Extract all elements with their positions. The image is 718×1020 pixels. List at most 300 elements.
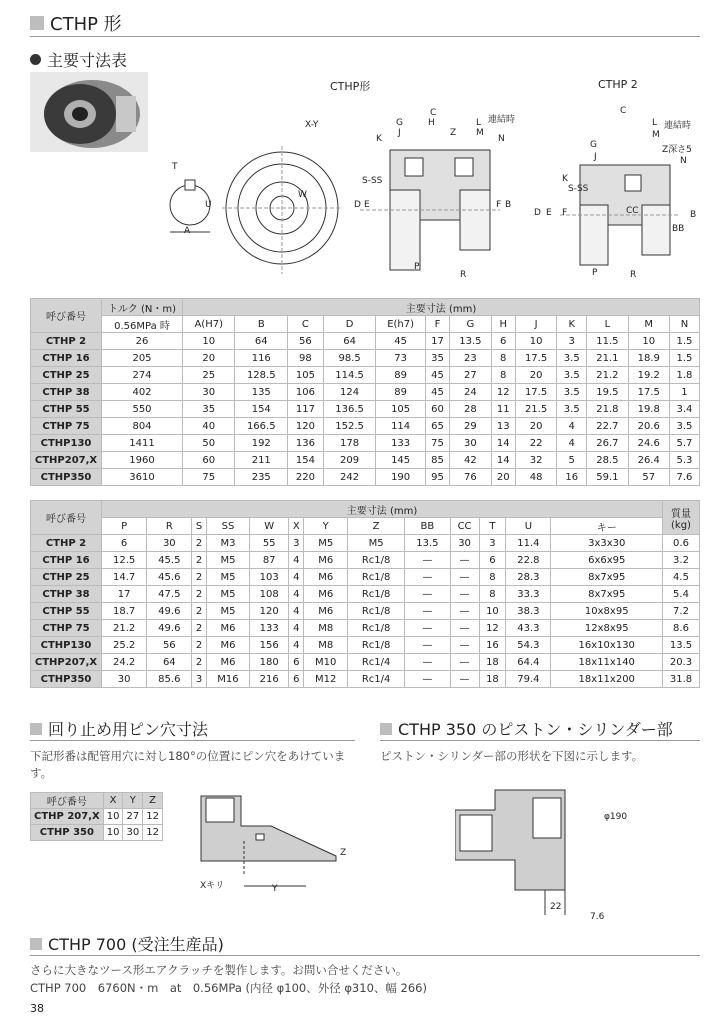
table-cell: —	[405, 586, 450, 603]
table-cell: 19.8	[628, 401, 669, 418]
table-cell: 216	[250, 671, 289, 688]
table-row	[31, 401, 700, 418]
table-cell: 75	[425, 435, 449, 452]
t2-dims-header: 主要寸法 (mm)	[102, 501, 663, 518]
table-cell: 73	[376, 350, 425, 367]
table-cell: 3610	[102, 469, 183, 486]
t1-name-header: 呼び番号	[31, 299, 102, 333]
cthp700-text-1: さらに大きなツース形エアクラッチを製作します。お問い合せください。	[30, 963, 408, 977]
table-cell: 5	[557, 452, 587, 469]
t2-col-header: P	[102, 518, 147, 535]
table-cell: 59.1	[587, 469, 628, 486]
table-cell: 45.5	[147, 552, 192, 569]
table-cell: 16	[557, 469, 587, 486]
row-name-cell: CTHP130	[31, 435, 102, 452]
table-cell: 13.5	[450, 333, 491, 350]
label-l-1: L	[476, 118, 482, 128]
row-name-cell: CTHP 38	[31, 586, 102, 603]
pin-col-header: Y	[123, 793, 143, 809]
table-cell: 8	[491, 367, 515, 384]
table-cell: 45	[425, 367, 449, 384]
table-cell: 3x3x30	[551, 535, 663, 552]
table-cell: 13.5	[663, 637, 700, 654]
table-row	[31, 367, 700, 384]
table-cell: 4	[557, 435, 587, 452]
table-cell: 10	[103, 825, 123, 841]
table-row	[31, 552, 700, 569]
table-cell: 8.6	[663, 620, 700, 637]
label-xy: X-Y	[305, 120, 319, 130]
table-cell: 4	[289, 603, 304, 620]
table-cell: 12	[143, 825, 163, 841]
table-cell: M8	[304, 620, 347, 637]
table-cell: 32	[515, 452, 556, 469]
cthp-diagram-title: CTHP形	[330, 80, 371, 93]
table-cell: 30	[183, 384, 235, 401]
table-cell: 21.2	[587, 367, 628, 384]
row-name-cell: CTHP350	[31, 671, 102, 688]
table-cell: 89	[376, 367, 425, 384]
table-cell: 8	[479, 586, 506, 603]
label-c-2: C	[620, 106, 627, 116]
table-cell: 45	[376, 333, 425, 350]
table-row	[31, 350, 700, 367]
table-cell: 85	[425, 452, 449, 469]
table-cell: 30	[147, 535, 192, 552]
table-cell: 24.6	[628, 435, 669, 452]
page-number: 38	[30, 1002, 44, 1015]
label-engaged-2: 連結時	[664, 121, 692, 131]
pin-section-text: 下記形番は配管用穴に対し180°の位置にピン穴をあけています。	[30, 749, 346, 780]
label-z-1: Z	[450, 128, 457, 138]
label-bb: BB	[672, 224, 685, 234]
table-cell: 18	[479, 671, 506, 688]
table-cell: 6	[479, 552, 506, 569]
label-n-1: N	[498, 134, 505, 144]
row-name-cell: CTHP350	[31, 469, 102, 486]
table-row	[31, 637, 700, 654]
table-cell: 18x11x200	[551, 671, 663, 688]
table-cell: 54.3	[506, 637, 551, 654]
table-cell: 33.3	[506, 586, 551, 603]
table-cell: 43.3	[506, 620, 551, 637]
t2-mass-unit: (kg)	[671, 519, 691, 531]
row-name-cell: CTHP207,X	[31, 654, 102, 671]
table-cell: 57	[628, 469, 669, 486]
table-cell: 64	[235, 333, 288, 350]
label-f-1: F	[496, 200, 502, 210]
table-row	[31, 603, 700, 620]
row-name-cell: CTHP207,X	[31, 452, 102, 469]
table-cell: 154	[288, 452, 324, 469]
label-j-2: J	[594, 152, 597, 162]
cthp700-text-2: CTHP 700 6760N・m at 0.56MPa (内径 φ100、外径 φ310、幅 266)	[30, 981, 427, 995]
table-cell: 25	[183, 367, 235, 384]
table-cell: 3	[479, 535, 506, 552]
table-row	[31, 825, 163, 841]
square-bullet-icon	[30, 16, 44, 30]
table-cell: 28.3	[506, 569, 551, 586]
t2-col-header: キー	[551, 518, 663, 535]
cthp700-section-label: CTHP 700 (受注生産品)	[48, 935, 224, 954]
table-cell: 4	[289, 569, 304, 586]
row-name-cell: CTHP 2	[31, 333, 102, 350]
table-cell: M3	[206, 535, 249, 552]
main-section-title	[30, 48, 127, 71]
label-z-depth: Z深さ5	[662, 145, 692, 155]
table-cell: 116	[235, 350, 288, 367]
table-cell: 180	[250, 654, 289, 671]
table-cell: —	[405, 637, 450, 654]
table-cell: 30	[102, 671, 147, 688]
table-cell: 47.5	[147, 586, 192, 603]
table-cell: 120	[288, 418, 324, 435]
table-cell: 11.4	[506, 535, 551, 552]
label-l-2: L	[652, 118, 658, 128]
table-cell: 18.7	[102, 603, 147, 620]
table-cell: 13	[491, 418, 515, 435]
table-cell: 20	[491, 469, 515, 486]
t1-col-header: M	[628, 316, 669, 333]
table-cell: 25.2	[102, 637, 147, 654]
table-cell: 8x7x95	[551, 569, 663, 586]
row-name-cell: CTHP 38	[31, 384, 102, 401]
table-cell: 22.8	[506, 552, 551, 569]
table-cell: 20.6	[628, 418, 669, 435]
table-cell: 2	[192, 654, 206, 671]
table-cell: 242	[323, 469, 376, 486]
table-cell: 26.7	[587, 435, 628, 452]
table-cell: 17.5	[515, 384, 556, 401]
table-cell: 6	[289, 671, 304, 688]
table-cell: 56	[147, 637, 192, 654]
table-cell: 4	[557, 418, 587, 435]
dimension-table-1	[30, 298, 700, 486]
table-cell: 402	[102, 384, 183, 401]
table-cell: 136.5	[323, 401, 376, 418]
label-c-1: C	[430, 108, 437, 118]
table-cell: M6	[304, 569, 347, 586]
label-p-1: P	[414, 262, 420, 272]
table-cell: 85.6	[147, 671, 192, 688]
table-cell: M6	[206, 637, 249, 654]
label-f-2: F	[562, 208, 568, 218]
label-dim-76: 7.6	[590, 912, 605, 922]
table-cell: —	[405, 603, 450, 620]
table-row	[31, 435, 700, 452]
main-section-label: 主要寸法表	[47, 51, 128, 70]
label-g-2: G	[590, 140, 597, 150]
table-cell: 28	[450, 401, 491, 418]
row-name-cell: CTHP 16	[31, 350, 102, 367]
table-cell: 56	[288, 333, 324, 350]
table-cell: 133	[250, 620, 289, 637]
table-cell: 178	[323, 435, 376, 452]
label-drill: Xキリ	[200, 881, 225, 891]
table-cell: 103	[250, 569, 289, 586]
table-cell: 10	[515, 333, 556, 350]
table-cell: 18	[479, 654, 506, 671]
table-cell: 21.5	[515, 401, 556, 418]
table-cell: 804	[102, 418, 183, 435]
table-cell: 30	[123, 825, 143, 841]
table-cell: 550	[102, 401, 183, 418]
table-cell: 24	[450, 384, 491, 401]
t1-col-header: N	[669, 316, 699, 333]
t1-col-header: C	[288, 316, 324, 333]
table-cell: 60	[425, 401, 449, 418]
table-cell: M5	[304, 535, 347, 552]
table-cell: 4	[289, 637, 304, 654]
table-cell: 2	[192, 552, 206, 569]
row-name-cell: CTHP130	[31, 637, 102, 654]
table-cell: 3	[289, 535, 304, 552]
table-cell: 192	[235, 435, 288, 452]
label-ss-2: S-SS	[568, 184, 589, 194]
table-cell: 3.5	[557, 401, 587, 418]
table-cell: 87	[250, 552, 289, 569]
t2-col-header: SS	[206, 518, 249, 535]
table-cell: Rc1/8	[347, 569, 404, 586]
table-cell: 49.6	[147, 603, 192, 620]
t1-col-header: E(h7)	[376, 316, 425, 333]
table-cell: 190	[376, 469, 425, 486]
table-cell: M6	[304, 552, 347, 569]
table-cell: 105	[288, 367, 324, 384]
table-cell: 133	[376, 435, 425, 452]
t2-mass-header	[663, 501, 700, 535]
table-cell: 10x8x95	[551, 603, 663, 620]
row-name-cell: CTHP 2	[31, 535, 102, 552]
table-cell: 13.5	[405, 535, 450, 552]
table-cell: 12	[479, 620, 506, 637]
pin-hole-table	[30, 792, 163, 841]
table-cell: —	[450, 552, 479, 569]
label-e-1: E	[364, 200, 370, 210]
table-cell: 120	[250, 603, 289, 620]
table-cell: 1	[669, 384, 699, 401]
label-d-1: D	[354, 200, 361, 210]
table-cell: 21.1	[587, 350, 628, 367]
table-cell: Rc1/4	[347, 671, 404, 688]
table-cell: 65	[425, 418, 449, 435]
table-cell: 3.5	[557, 384, 587, 401]
page-title: CTHP 形	[50, 14, 122, 35]
table-row	[31, 671, 700, 688]
table-cell: 35	[183, 401, 235, 418]
table-row	[31, 654, 700, 671]
table-cell: 20.3	[663, 654, 700, 671]
table-cell: 1.8	[669, 367, 699, 384]
t1-col-header: L	[587, 316, 628, 333]
pin-section-title	[30, 717, 208, 740]
table-cell: 16	[479, 637, 506, 654]
pin-col-header: Z	[143, 793, 163, 809]
table-cell: 1411	[102, 435, 183, 452]
piston-diagram	[455, 780, 615, 920]
table-cell: 2	[192, 586, 206, 603]
table-cell: —	[450, 637, 479, 654]
table-cell: —	[450, 620, 479, 637]
t2-col-header: S	[192, 518, 206, 535]
table-cell: 8	[491, 350, 515, 367]
t2-col-header: Z	[347, 518, 404, 535]
t2-name-header: 呼び番号	[31, 501, 102, 535]
product-photo	[30, 72, 148, 152]
table-cell: 27	[123, 809, 143, 825]
table-cell: 17.5	[515, 350, 556, 367]
table-cell: 55	[250, 535, 289, 552]
table-cell: 5.3	[669, 452, 699, 469]
table-cell: —	[450, 569, 479, 586]
t2-col-header: U	[506, 518, 551, 535]
table-cell: —	[450, 671, 479, 688]
label-b-2: B	[690, 210, 697, 220]
t1-col-header: F	[425, 316, 449, 333]
table-row	[31, 535, 700, 552]
table-cell: 20	[515, 418, 556, 435]
t1-col-header: A(H7)	[183, 316, 235, 333]
table-cell: 209	[323, 452, 376, 469]
table-cell: 3	[557, 333, 587, 350]
t1-col-header: G	[450, 316, 491, 333]
front-view-diagram	[222, 140, 342, 280]
table-cell: 22.7	[587, 418, 628, 435]
t1-col-header: B	[235, 316, 288, 333]
table-cell: M6	[206, 654, 249, 671]
table-cell: 6	[102, 535, 147, 552]
pin-section-rule	[30, 740, 355, 741]
table-cell: M10	[304, 654, 347, 671]
table-cell: 10	[628, 333, 669, 350]
table-cell: 29	[450, 418, 491, 435]
table-cell: 156	[250, 637, 289, 654]
table-cell: 12	[491, 384, 515, 401]
label-y-pin: Y	[272, 884, 278, 894]
label-ss-1: S-SS	[362, 176, 383, 186]
header-rule	[30, 36, 700, 37]
table-cell: 45	[425, 384, 449, 401]
table-cell: 64	[323, 333, 376, 350]
table-cell: 211	[235, 452, 288, 469]
table-cell: 12	[143, 809, 163, 825]
table-cell: 106	[288, 384, 324, 401]
table-row	[31, 620, 700, 637]
table-cell: 98.5	[323, 350, 376, 367]
table-cell: 23	[450, 350, 491, 367]
t1-torque-sub: 0.56MPa 時	[102, 316, 183, 333]
table-cell: 20	[515, 367, 556, 384]
table-cell: 6	[289, 654, 304, 671]
table-cell: 114	[376, 418, 425, 435]
table-cell: 75	[183, 469, 235, 486]
table-cell: 12x8x95	[551, 620, 663, 637]
label-u: U	[205, 200, 212, 210]
table-cell: 8x7x95	[551, 586, 663, 603]
table-cell: 2	[192, 603, 206, 620]
table-cell: 205	[102, 350, 183, 367]
label-m-1: M	[476, 128, 484, 138]
table-cell: 3.5	[669, 418, 699, 435]
table-row	[31, 586, 700, 603]
label-m-2: M	[652, 130, 660, 140]
table-cell: 17	[102, 586, 147, 603]
table-cell: 40	[183, 418, 235, 435]
table-cell: 21.2	[102, 620, 147, 637]
table-cell: 11.5	[587, 333, 628, 350]
label-b-1: B	[505, 200, 512, 210]
table-cell: 3.5	[557, 367, 587, 384]
table-cell: M6	[206, 620, 249, 637]
table-cell: 17	[425, 333, 449, 350]
t2-col-header: W	[250, 518, 289, 535]
table-cell: 128.5	[235, 367, 288, 384]
table-cell: Rc1/8	[347, 620, 404, 637]
square-bullet-icon	[30, 723, 42, 735]
table-cell: 11	[491, 401, 515, 418]
table-cell: 3.2	[663, 552, 700, 569]
table-cell: 235	[235, 469, 288, 486]
table-cell: —	[450, 586, 479, 603]
table-cell: 4	[289, 552, 304, 569]
label-k-2: K	[562, 174, 568, 184]
table-row	[31, 452, 700, 469]
label-k-1: K	[376, 134, 382, 144]
label-dim-22: 22	[550, 902, 562, 912]
label-r-1: R	[460, 270, 467, 280]
table-cell: 18x11x140	[551, 654, 663, 671]
table-cell: 152.5	[323, 418, 376, 435]
label-n-2: N	[680, 156, 687, 166]
label-g-1: G	[396, 118, 403, 128]
table-cell: 5.7	[669, 435, 699, 452]
row-name-cell: CTHP 75	[31, 620, 102, 637]
label-p-2: P	[592, 268, 598, 278]
table-row	[31, 418, 700, 435]
table-cell: 114.5	[323, 367, 376, 384]
table-cell: M5	[206, 569, 249, 586]
table-cell: 19.5	[587, 384, 628, 401]
label-d-2: D	[534, 208, 541, 218]
label-engaged-1: 連結時	[488, 115, 516, 125]
label-dia-190: φ190	[604, 812, 628, 822]
table-cell: 124	[323, 384, 376, 401]
table-cell: 12.5	[102, 552, 147, 569]
table-cell: 220	[288, 469, 324, 486]
table-cell: M6	[304, 603, 347, 620]
t2-col-header: T	[479, 518, 506, 535]
table-cell: 0.6	[663, 535, 700, 552]
table-cell: 1.5	[669, 350, 699, 367]
row-name-cell: CTHP 16	[31, 552, 102, 569]
table-cell: 30	[450, 435, 491, 452]
table-cell: 7.2	[663, 603, 700, 620]
table-cell: 14.7	[102, 569, 147, 586]
table-cell: 10	[183, 333, 235, 350]
t2-col-header: CC	[450, 518, 479, 535]
t2-col-header: BB	[405, 518, 450, 535]
table-cell: 60	[183, 452, 235, 469]
table-cell: —	[405, 569, 450, 586]
table-cell: 10	[479, 603, 506, 620]
table-cell: 2	[192, 620, 206, 637]
table-cell: 4	[289, 620, 304, 637]
table-cell: 16x10x130	[551, 637, 663, 654]
t1-torque-header: トルク (N・m)	[102, 299, 183, 316]
table-cell: 17.5	[628, 384, 669, 401]
table-cell: 26.4	[628, 452, 669, 469]
table-cell: 64.4	[506, 654, 551, 671]
